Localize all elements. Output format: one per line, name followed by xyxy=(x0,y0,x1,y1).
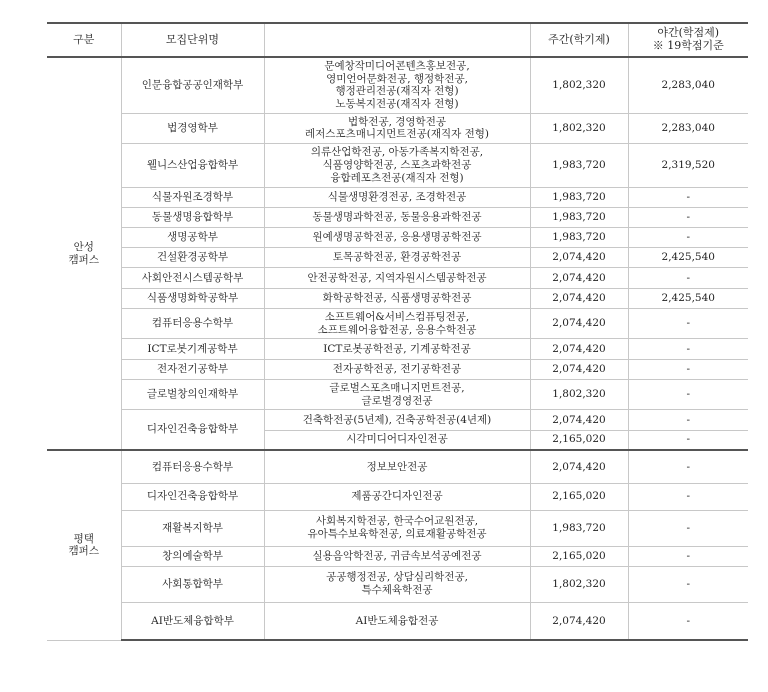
table-row xyxy=(47,483,748,510)
pyeongtaek-campus-word: 캠퍼스 xyxy=(68,545,99,558)
unit-cell: 사회통합학부 xyxy=(121,566,264,602)
pyeongtaek-campus-label xyxy=(47,450,121,640)
table-row xyxy=(47,248,748,268)
table-row xyxy=(47,379,748,410)
night-fee-cell: 2,283,040 xyxy=(628,57,748,113)
major-cell xyxy=(264,144,530,187)
day-fee-cell: 2,165,020 xyxy=(530,430,628,450)
major-line: ICT로봇공학전공, 기계공학전공 xyxy=(323,342,471,355)
major-cell xyxy=(264,566,530,602)
major-line: 정보보안전공 xyxy=(366,460,428,473)
day-fee-cell: 2,074,420 xyxy=(530,248,628,268)
table-row xyxy=(47,113,748,144)
table-row xyxy=(47,288,748,308)
major-line: 원예생명공학전공, 응용생명공학전공 xyxy=(312,231,482,244)
pyeongtaek-campus-name: 평택 xyxy=(73,532,94,545)
table-row xyxy=(47,339,748,359)
table-row xyxy=(47,228,748,248)
night-fee-cell: - xyxy=(628,602,748,640)
night-fee-cell: - xyxy=(628,187,748,207)
major-line: 소프트웨어융합전공, 응용수학전공 xyxy=(317,323,477,336)
unit-cell: 식물자원조경학부 xyxy=(121,187,264,207)
table-row xyxy=(47,187,748,207)
major-line: 레저스포츠매니지먼트전공(재직자 전형) xyxy=(305,128,489,141)
major-cell xyxy=(264,359,530,379)
night-fee-cell: - xyxy=(628,410,748,430)
night-fee-cell: - xyxy=(628,450,748,483)
unit-cell: 법경영학부 xyxy=(121,113,264,144)
major-line: 문예창작미디어콘텐츠홍보전공, xyxy=(324,59,470,72)
day-fee-cell: 2,074,420 xyxy=(530,410,628,430)
major-line: 안전공학전공, 지역자원시스템공학전공 xyxy=(307,271,487,284)
table-row xyxy=(47,450,748,483)
header-major xyxy=(264,23,530,57)
night-fee-cell: - xyxy=(628,430,748,450)
major-line: 특수체육학전공 xyxy=(361,584,433,597)
major-line: 공공행정전공, 상담심리학전공, xyxy=(326,571,468,584)
table-row xyxy=(47,359,748,379)
major-cell xyxy=(264,228,530,248)
unit-cell: 사회안전시스템공학부 xyxy=(121,268,264,288)
night-fee-cell: - xyxy=(628,483,748,510)
major-cell xyxy=(264,379,530,410)
major-line: 행정관리전공(재직자 전형) xyxy=(335,85,459,98)
major-cell xyxy=(264,113,530,144)
unit-cell: 컴퓨터응용수학부 xyxy=(121,450,264,483)
major-line: 의류산업학전공, 아동가족복지학전공, xyxy=(310,146,484,159)
major-cell xyxy=(264,339,530,359)
major-line: 영미언어문화전공, 행정학전공, xyxy=(326,72,468,85)
table-row xyxy=(47,144,748,187)
anseong-campus-word: 캠퍼스 xyxy=(68,253,99,266)
major-line: AI반도체융합전공 xyxy=(355,614,439,627)
day-fee-cell: 1,983,720 xyxy=(530,144,628,187)
major-line: 토목공학전공, 환경공학전공 xyxy=(332,251,462,264)
night-fee-cell: - xyxy=(628,207,748,227)
header-category: 구분 xyxy=(47,23,121,57)
unit-cell: 건설환경공학부 xyxy=(121,248,264,268)
day-fee-cell: 1,802,320 xyxy=(530,379,628,410)
night-fee-cell: - xyxy=(628,339,748,359)
unit-cell: ICT로봇기계공학부 xyxy=(121,339,264,359)
night-fee-cell: - xyxy=(628,359,748,379)
table-row xyxy=(47,410,748,430)
table-row xyxy=(47,546,748,566)
table-row xyxy=(47,602,748,640)
day-fee-cell: 2,074,420 xyxy=(530,308,628,339)
header-night xyxy=(628,23,748,57)
day-fee-cell: 2,074,420 xyxy=(530,450,628,483)
unit-cell: AI반도체융합학부 xyxy=(121,602,264,640)
major-line: 유아특수보육학전공, 의료재활공학전공 xyxy=(307,528,487,541)
night-fee-cell: - xyxy=(628,268,748,288)
major-line: 글로벌경영전공 xyxy=(361,394,433,407)
table-row xyxy=(47,57,748,113)
night-fee-cell: - xyxy=(628,510,748,546)
major-cell xyxy=(264,483,530,510)
major-cell xyxy=(264,450,530,483)
major-cell xyxy=(264,546,530,566)
major-line: 융합레포츠전공(재직자 전형) xyxy=(330,171,464,184)
unit-cell: 디자인건축융합학부 xyxy=(121,410,264,450)
day-fee-cell: 1,983,720 xyxy=(530,207,628,227)
day-fee-cell: 2,165,020 xyxy=(530,546,628,566)
table-row xyxy=(47,510,748,546)
major-line: 식품영양학전공, 스포츠과학전공 xyxy=(322,159,472,172)
day-fee-cell: 1,983,720 xyxy=(530,228,628,248)
tuition-table xyxy=(47,22,748,641)
table-row xyxy=(47,308,748,339)
major-cell xyxy=(264,207,530,227)
unit-cell: 웰니스산업융합학부 xyxy=(121,144,264,187)
anseong-campus-label xyxy=(47,57,121,450)
night-fee-cell: 2,283,040 xyxy=(628,113,748,144)
day-fee-cell: 2,074,420 xyxy=(530,602,628,640)
night-fee-cell: - xyxy=(628,546,748,566)
day-fee-cell: 2,074,420 xyxy=(530,288,628,308)
night-fee-cell: - xyxy=(628,379,748,410)
table-row xyxy=(47,566,748,602)
night-fee-cell: 2,425,540 xyxy=(628,248,748,268)
unit-cell: 식품생명화학공학부 xyxy=(121,288,264,308)
day-fee-cell: 1,983,720 xyxy=(530,187,628,207)
major-cell: 시각미디어디자인전공 xyxy=(264,430,530,450)
table-row xyxy=(47,207,748,227)
major-cell xyxy=(264,602,530,640)
major-line: 법학전공, 경영학전공 xyxy=(348,115,446,128)
header-day: 주간(학기제) xyxy=(530,23,628,57)
unit-cell: 창의예술학부 xyxy=(121,546,264,566)
major-line: 화학공학전공, 식품생명공학전공 xyxy=(322,291,472,304)
unit-cell: 동물생명융합학부 xyxy=(121,207,264,227)
day-fee-cell: 2,165,020 xyxy=(530,483,628,510)
anseong-campus-name: 안성 xyxy=(73,240,94,253)
day-fee-cell: 1,983,720 xyxy=(530,510,628,546)
major-cell xyxy=(264,288,530,308)
day-fee-cell: 2,074,420 xyxy=(530,268,628,288)
major-line: 식물생명환경전공, 조경학전공 xyxy=(327,190,467,203)
major-cell: 건축학전공(5년제), 건축공학전공(4년제) xyxy=(264,410,530,430)
unit-cell: 전자전기공학부 xyxy=(121,359,264,379)
header-unit: 모집단위명 xyxy=(121,23,264,57)
unit-cell: 글로벌창의인재학부 xyxy=(121,379,264,410)
table-row xyxy=(47,268,748,288)
day-fee-cell: 2,074,420 xyxy=(530,359,628,379)
major-cell xyxy=(264,57,530,113)
major-line: 제품공간디자인전공 xyxy=(351,490,443,503)
table-header-row xyxy=(47,23,748,57)
day-fee-cell: 1,802,320 xyxy=(530,566,628,602)
night-fee-cell: - xyxy=(628,566,748,602)
major-cell xyxy=(264,308,530,339)
major-cell xyxy=(264,268,530,288)
header-night-note: ※ 19학점기준 xyxy=(652,39,724,52)
unit-cell: 재활복지학부 xyxy=(121,510,264,546)
day-fee-cell: 2,074,420 xyxy=(530,339,628,359)
major-line: 사회복지학전공, 한국수어교원전공, xyxy=(315,515,479,528)
major-line: 소프트웨어&서비스컴퓨팅전공, xyxy=(324,310,470,323)
major-cell xyxy=(264,187,530,207)
night-fee-cell: 2,319,520 xyxy=(628,144,748,187)
unit-cell: 생명공학부 xyxy=(121,228,264,248)
unit-cell: 인문융합공공인재학부 xyxy=(121,57,264,113)
major-cell xyxy=(264,248,530,268)
night-fee-cell: - xyxy=(628,228,748,248)
major-line: 노동복지전공(재직자 전형) xyxy=(335,98,459,111)
day-fee-cell: 1,802,320 xyxy=(530,57,628,113)
major-line: 글로벌스포츠매니지먼트전공, xyxy=(329,381,465,394)
unit-cell: 컴퓨터응용수학부 xyxy=(121,308,264,339)
major-line: 동물생명과학전공, 동물응용과학전공 xyxy=(312,211,482,224)
major-line: 전자공학전공, 전기공학전공 xyxy=(332,362,462,375)
header-night-title: 야간(학점제) xyxy=(657,26,720,40)
night-fee-cell: - xyxy=(628,308,748,339)
anseong-section xyxy=(47,57,748,450)
pyeongtaek-section xyxy=(47,450,748,640)
major-cell xyxy=(264,510,530,546)
unit-cell: 디자인건축융합학부 xyxy=(121,483,264,510)
day-fee-cell: 1,802,320 xyxy=(530,113,628,144)
major-line: 실용음악학전공, 귀금속보석공예전공 xyxy=(312,549,482,562)
night-fee-cell: 2,425,540 xyxy=(628,288,748,308)
